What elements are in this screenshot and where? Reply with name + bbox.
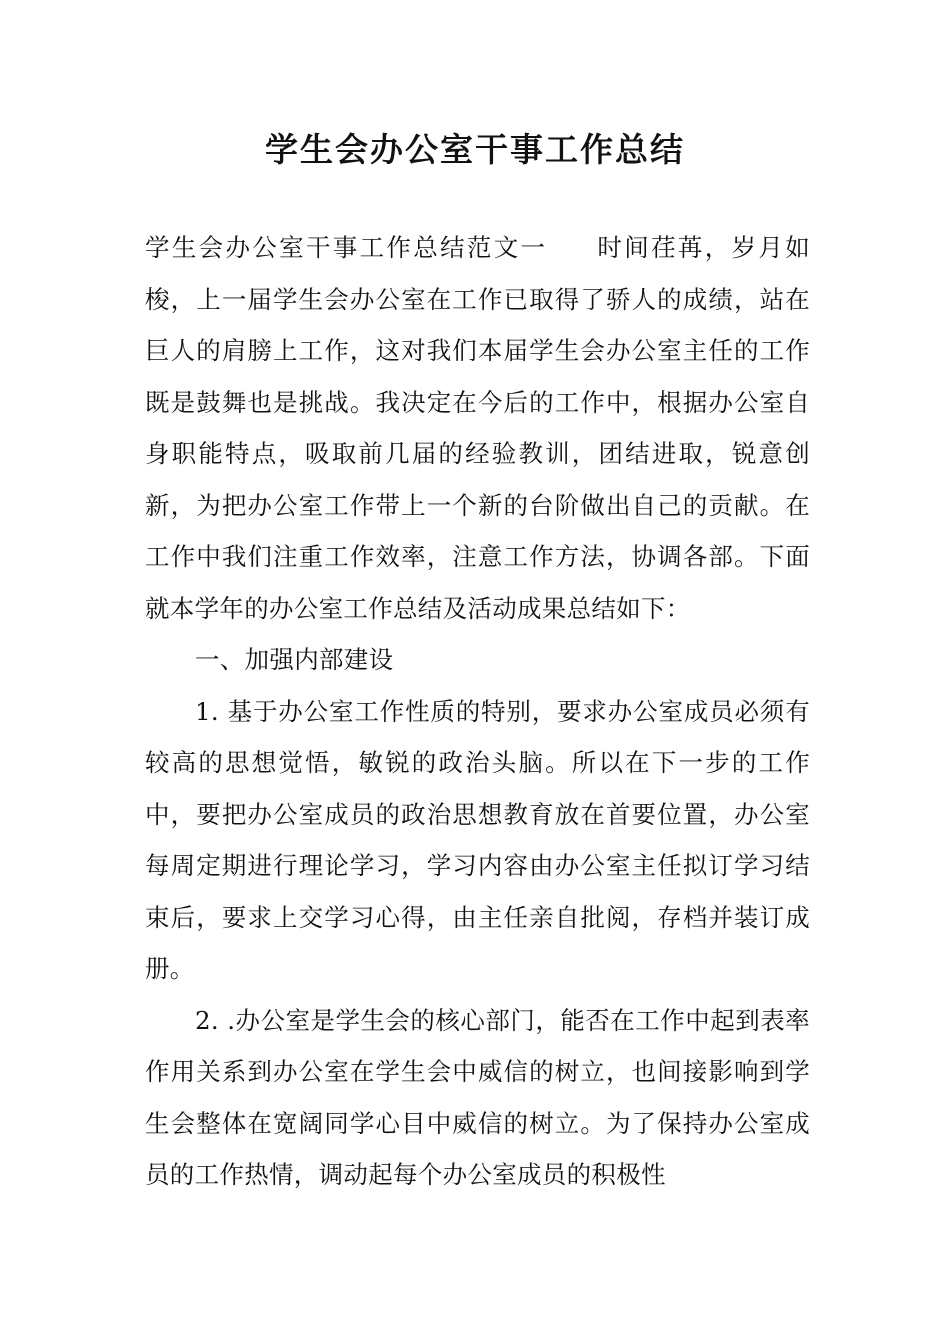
intro-text: 时间荏苒，岁月如梭，上一届学生会办公室在工作已取得了骄人的成绩，站在巨人的肩膀上工作，这对我们本届学生会办公室主任的工作既是鼓舞也是挑战。我决定在今后的工作中，根据办公室自身职能特点，吸取前几届的经验教训，团结进取，锐意创新，为把办公室工作带上一个新的台阶做出自己的贡献。在工作中我们注重工作效率，注意工作方法，协调各部。下面就本学年的办公室工作总结及活动成果总结如下：	[145, 233, 810, 623]
document-title: 学生会办公室干事工作总结	[265, 130, 685, 169]
list-item-1: 1. 基于办公室工作性质的特别，要求办公室成员必须有较高的思想觉悟，敏锐的政治头脑。所以在下一步的工作中，要把办公室成员的政治思想教育放在首要位置，办公室每周定期进行理论学习，学习内容由办公室主任拟订学习结束后，要求上交学习心得，由主任亲自批阅，存档并装订成册。	[145, 696, 810, 983]
document-body	[145, 222, 810, 1201]
list-item-2: 2. .办公室是学生会的核心部门，能否在工作中起到表率作用关系到办公室在学生会中威信的树立，也间接影响到学生会整体在宽阔同学心目中威信的树立。为了保持办公室成员的工作热情，调动起每个办公室成员的积极性	[145, 1005, 810, 1189]
intro-paragraph	[145, 222, 810, 634]
section-heading: 一、加强内部建设	[195, 645, 394, 674]
intro-label: 学生会办公室干事工作总结范文一	[145, 233, 548, 262]
